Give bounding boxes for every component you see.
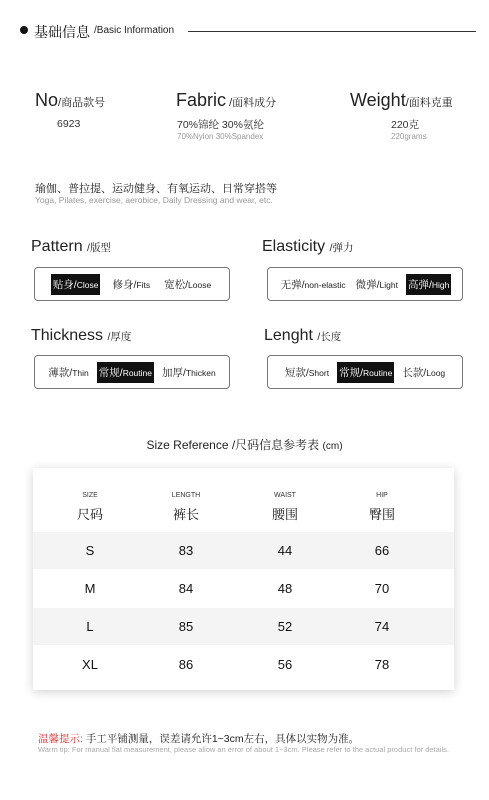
warm-tip-label: 温馨提示: bbox=[38, 733, 83, 745]
usage-text-en: Yoga, Pilates, exercise, aerobice, Daily Dressing and wear, etc. bbox=[35, 195, 273, 205]
cell-size: M bbox=[84, 581, 96, 596]
length-options bbox=[267, 355, 463, 389]
cell-waist: 52 bbox=[277, 619, 293, 634]
elasticity-options bbox=[267, 267, 463, 301]
cell-length: 83 bbox=[178, 543, 194, 558]
table-row bbox=[33, 570, 454, 607]
size-reference-title: Size Reference /尺码信息参考表 (cm) bbox=[146, 438, 343, 452]
pattern-title: Pattern /版型 bbox=[31, 238, 111, 255]
cell-hip: 70 bbox=[374, 581, 390, 596]
fabric-value-en: 70%Nylon 30%Spandex bbox=[177, 132, 264, 141]
table-row bbox=[33, 646, 454, 683]
section-title-en: /Basic Information bbox=[94, 25, 175, 36]
usage-text-cn: 瑜伽、普拉提、运动健身、有氧运动、日常穿搭等 bbox=[35, 183, 277, 195]
size-table-header bbox=[33, 468, 454, 532]
cell-waist: 44 bbox=[277, 543, 293, 558]
cell-hip: 66 bbox=[374, 543, 390, 558]
header-hip-cn: 臀围 bbox=[368, 507, 395, 522]
thickness-option-routine: 常规/Routine bbox=[97, 362, 154, 383]
weight-value-cn: 220克 bbox=[391, 119, 420, 131]
thickness-option-thin: 薄款/Thin bbox=[48, 366, 89, 379]
cell-length: 86 bbox=[178, 657, 194, 672]
cell-hip: 74 bbox=[374, 619, 390, 634]
header-divider bbox=[188, 31, 476, 32]
header-length-en: LENGTH bbox=[171, 492, 201, 499]
cell-waist: 56 bbox=[277, 657, 293, 672]
cell-size: L bbox=[86, 619, 94, 634]
header-waist-cn: 腰围 bbox=[271, 507, 298, 522]
size-table bbox=[33, 468, 454, 690]
cell-size: XL bbox=[82, 657, 98, 672]
header-size-en: SIZE bbox=[82, 492, 98, 499]
cell-hip: 78 bbox=[374, 657, 390, 672]
cell-length: 85 bbox=[178, 619, 194, 634]
warm-tip-en: Warm tip: For manual flat measurement, please allow an error of about 1~3cm. Please refer to the actual product for details. bbox=[38, 745, 449, 754]
elasticity-title: Elasticity /弹力 bbox=[262, 238, 354, 255]
thickness-title: Thickness /厚度 bbox=[31, 327, 132, 344]
weight-label: Weight/面料克重 bbox=[350, 90, 453, 110]
product-no-value: 6923 bbox=[57, 118, 81, 130]
elasticity-option-non-elastic: 无弹/non-elastic bbox=[280, 278, 346, 291]
table-row bbox=[33, 532, 454, 569]
cell-waist: 48 bbox=[277, 581, 293, 596]
elasticity-option-high: 高弹/High bbox=[406, 274, 451, 295]
header-size-cn: 尺码 bbox=[76, 507, 103, 522]
thickness-option-thicken: 加厚/Thicken bbox=[162, 366, 216, 379]
cell-size: S bbox=[85, 543, 95, 558]
header-length-cn: 裤长 bbox=[172, 507, 199, 522]
product-no-label: No/商品款号 bbox=[35, 90, 106, 110]
weight-value-en: 220grams bbox=[391, 132, 427, 141]
length-title: Lenght /长度 bbox=[264, 327, 342, 344]
fabric-label: Fabric /面料成分 bbox=[176, 90, 277, 110]
warm-tip-text: 手工平铺测量，误差请允许1~3cm左右，具体以实物为准。 bbox=[82, 733, 360, 745]
warm-tip-cn bbox=[38, 731, 359, 746]
section-title-cn: 基础信息 bbox=[34, 24, 90, 40]
bullet-icon bbox=[20, 26, 28, 34]
length-option-long: 长款/Loog bbox=[402, 366, 446, 379]
pattern-option-loose: 宽松/Loose bbox=[164, 278, 212, 291]
thickness-options bbox=[34, 355, 230, 389]
pattern-options bbox=[34, 267, 230, 301]
fabric-value-cn: 70%锦纶 30%氨纶 bbox=[177, 119, 264, 131]
cell-length: 84 bbox=[178, 581, 194, 596]
pattern-option-fits: 修身/Fits bbox=[112, 278, 151, 291]
length-option-routine: 常规/Routine bbox=[337, 362, 394, 383]
header-hip-en: HIP bbox=[376, 492, 388, 499]
table-row bbox=[33, 608, 454, 645]
pattern-option-close: 贴身/Close bbox=[51, 274, 101, 295]
header-waist-en: WAIST bbox=[274, 492, 296, 499]
length-option-short: 短款/Short bbox=[284, 366, 330, 379]
elasticity-option-light: 微弹/Light bbox=[355, 278, 398, 291]
